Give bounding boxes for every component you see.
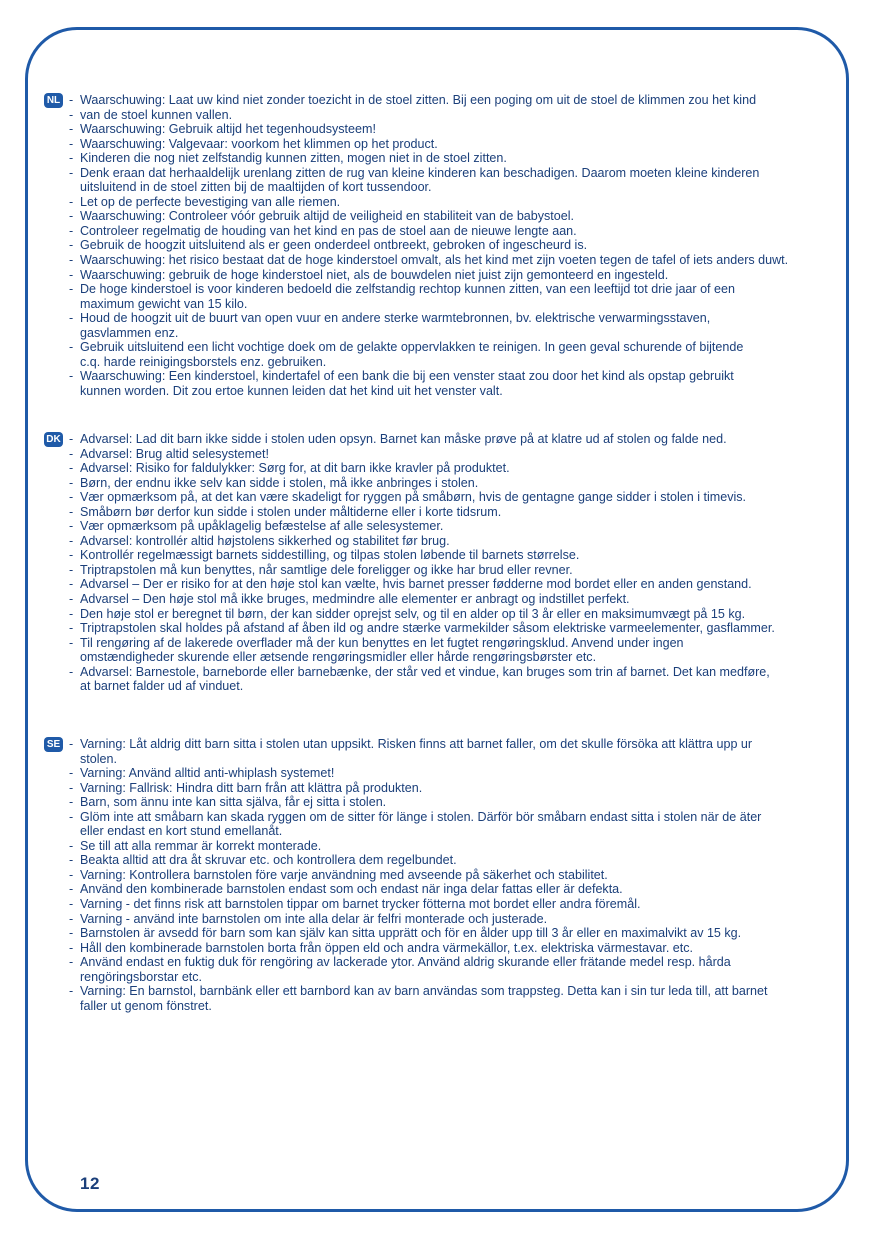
warning-text: - Barn, som ännu inte kan sitta själva, får ej sitta i stolen.: [80, 795, 387, 810]
warning-text: - Vær opmærksom på, at det kan være skadeligt for ryggen på småbørn, hvis de gentagne gange sidder i stolen i timevis.: [80, 490, 747, 505]
warning-text: - Kinderen die nog niet zelfstandig kunnen zitten, mogen niet in de stoel zitten.: [80, 151, 507, 166]
warning-item: [69, 548, 855, 563]
warning-item: [69, 984, 855, 1013]
warning-text: - Använd den kombinerade barnstolen endast som och endast när inga delar fattas eller är defekta.: [80, 882, 623, 897]
warning-text: - Småbørn bør derfor kun sidde i stolen under måltiderne eller i korte tidsrum.: [80, 504, 502, 519]
warning-item: [69, 621, 855, 636]
warning-item: [69, 461, 855, 476]
warning-text: - Houd de hoogzit uit de buurt van open vuur en andere sterke warmtebronnen, bv. elektrische verwarmingsstaven,: [80, 311, 711, 326]
warning-item: [69, 476, 855, 491]
warning-text: - Triptrapstolen skal holdes på afstand af åben ild og andre stærke varmekilder såsom elektriske varmeelementer, gasflammer.: [80, 621, 775, 636]
warning-item: [69, 810, 855, 839]
warning-item: [69, 432, 855, 447]
warning-text: - Advarsel: Risiko for faldulykker: Sørg for, at dit barn ikke kravler på produktet.: [80, 461, 510, 476]
warning-item: [69, 195, 855, 210]
warning-text: - Håll den kombinerade barnstolen borta från öppen eld och andra värmekällor, t.ex. elektriska värmestavar. etc.: [80, 940, 694, 955]
language-badge-dk: DK: [44, 432, 63, 447]
language-badge-se: SE: [44, 737, 63, 752]
warning-text: - Advarsel: kontrollér altid højstolens sikkerhed og stabilitet før brug.: [80, 533, 450, 548]
warning-item: [69, 108, 855, 123]
warning-text: - Gebruik uitsluitend een licht vochtige doek om de gelakte oppervlakken te reinigen. In geen geval schurende of bijtende: [80, 340, 744, 355]
warning-text: - van de stoel kunnen vallen.: [80, 107, 233, 122]
warning-text: - Let op de perfecte bevestiging van alle riemen.: [80, 194, 341, 209]
warning-text: faller ut genom fönstret.: [80, 998, 212, 1013]
warning-text: uitsluitend in de stoel zitten bij de maaltijden of kort tussendoor.: [80, 180, 432, 195]
warning-item: [69, 137, 855, 152]
warning-text: - Glöm inte att småbarn kan skada ryggen om de sitter för länge i stolen. Därför bör småbarn endast sitta i stolen när de äter: [80, 809, 762, 824]
warning-item: [69, 224, 855, 239]
warning-item: [69, 311, 855, 340]
warning-text: - Advarsel – Den høje stol må ikke bruges, medmindre alle elementer er anbragt og indstillet perfekt.: [80, 592, 630, 607]
warning-item: [69, 447, 855, 462]
warning-item: [69, 839, 855, 854]
warning-item: [69, 505, 855, 520]
warning-text: eller endast en kort stund emellanåt.: [80, 824, 283, 839]
warning-text: - Waarschuwing: Controleer vóór gebruik altijd de veiligheid en stabiliteit van de babystoel.: [80, 209, 575, 224]
warning-item: [69, 519, 855, 534]
warning-item: [69, 209, 855, 224]
warning-text: - Den høje stol er beregnet til børn, der kan sidder oprejst selv, og til en alder op til 3 år eller en maksimumvægt på 15 kg.: [80, 606, 746, 621]
warning-item: [69, 253, 855, 268]
warning-text: - Beakta alltid att dra åt skruvar etc. och kontrollera dem regelbundet.: [80, 853, 457, 868]
page-number: 12: [80, 1174, 100, 1193]
warning-text: stolen.: [80, 751, 117, 766]
warning-text: - Til rengøring af de lakerede overflader må der kun benyttes en let fugtet rengøringsklud. Anvend under ingen: [80, 635, 684, 650]
warning-item: [69, 563, 855, 578]
warning-item: [69, 151, 855, 166]
warning-item: [69, 268, 855, 283]
warning-item: [69, 490, 855, 505]
warning-text: - Waarschuwing: Een kinderstoel, kindertafel of een bank die bij een venster staat zou door het kind als opstap gebruikt: [80, 369, 734, 384]
warning-text: omstændigheder skurende eller ætsende rengøringsmidler eller hårde rengøringsbørster etc.: [80, 650, 597, 665]
language-badge-nl: NL: [44, 93, 63, 108]
warning-text: - Använd endast en fuktig duk för rengöring av lackerade ytor. Använd aldrig skurande eller frätande medel resp. hårda: [80, 955, 731, 970]
warning-text: - Børn, der endnu ikke selv kan sidde i stolen, må ikke anbringes i stolen.: [80, 475, 479, 490]
warning-text: - Varning: Kontrollera barnstolen före varje användning med avseende på säkerhet och stabilitet.: [80, 867, 608, 882]
warning-text: - Controleer regelmatig de houding van het kind en pas de stoel aan de nieuwe lengte aan.: [80, 223, 577, 238]
warning-list-dk: [44, 432, 855, 694]
warning-text: - Varning: Låt aldrig ditt barn sitta i stolen utan uppsikt. Risken finns att barnet faller, om det skulle försöka att klättra upp ur: [80, 737, 753, 751]
warning-text: - Barnstolen är avsedd för barn som kan själv kan sitta upprätt och för en ålder upp till 3 år eller en maximalvikt av 15 kg.: [80, 926, 742, 941]
warning-item: [69, 607, 855, 622]
warning-text: - Vær opmærksom på upåklagelig befæstelse af alle selesystemer.: [80, 519, 444, 534]
warning-item: [69, 369, 855, 398]
warning-text: - Advarsel: Barnestole, barneborde eller barnebænke, der står ved et vindue, kan bruges som trin af barnet. Det kan medføre,: [80, 664, 770, 679]
warning-text: - Waarschuwing: gebruik de hoge kinderstoel niet, als de bouwdelen niet juist zijn gemonteerd en ingesteld.: [80, 267, 669, 282]
warning-list-se: [44, 737, 855, 1013]
warning-item: [69, 868, 855, 883]
warning-item: [69, 766, 855, 781]
warning-text: - Varning: Använd alltid anti-whiplash systemet!: [80, 766, 335, 781]
warning-item: [69, 737, 855, 766]
warning-text: at barnet falder ud af vinduet.: [80, 679, 244, 694]
warning-item: [69, 926, 855, 941]
warning-text: - Kontrollér regelmæssigt barnets siddestilling, og tilpas stolen løbende til barnets størrelse.: [80, 548, 580, 563]
warning-item: [69, 166, 855, 195]
warning-text: - Varning: En barnstol, barnbänk eller ett barnbord kan av barn användas som trappsteg. Detta kan i sin tur leda till, att barnet: [80, 984, 768, 999]
section-nl: [44, 93, 855, 398]
warning-item: [69, 853, 855, 868]
warning-text: - Varning: Fallrisk: Hindra ditt barn från att klättra på produkten.: [80, 780, 423, 795]
warning-text: - Varning - det finns risk att barnstolen tippar om barnet trycker fötterna mot bordet eller andra föremål.: [80, 897, 641, 912]
warning-list-nl: [44, 93, 855, 398]
warning-text: kunnen worden. Dit zou ertoe kunnen leiden dat het kind uit het venster valt.: [80, 383, 503, 398]
warning-item: [69, 781, 855, 796]
warning-item: [69, 282, 855, 311]
warning-text: - Waarschuwing: Laat uw kind niet zonder toezicht in de stoel zitten. Bij een poging om uit de stoel de klimmen zou het kind: [80, 93, 757, 107]
warning-text: - Waarschuwing: Valgevaar: voorkom het klimmen op het product.: [80, 136, 438, 151]
warning-item: [69, 577, 855, 592]
warning-item: [69, 534, 855, 549]
warning-text: - Se till att alla remmar är korrekt monterade.: [80, 838, 322, 853]
warning-item: [69, 665, 855, 694]
warning-text: - Advarsel: Lad dit barn ikke sidde i stolen uden opsyn. Barnet kan måske prøve på at klatre ud af stolen og falde ned.: [80, 432, 727, 446]
warning-item: [69, 882, 855, 897]
warning-item: [69, 238, 855, 253]
warning-text: - Waarschuwing: Gebruik altijd het tegenhoudsysteem!: [80, 122, 376, 137]
warning-text: - Gebruik de hoogzit uitsluitend als er geen onderdeel ontbreekt, gebroken of ingescheurd is.: [80, 238, 588, 253]
section-se: [44, 737, 855, 1013]
warning-text: - Varning - använd inte barnstolen om inte alla delar är felfri monterade och justerade.: [80, 911, 548, 926]
warning-item: [69, 93, 855, 108]
warning-item: [69, 912, 855, 927]
warning-item: [69, 636, 855, 665]
warning-text: maximum gewicht van 15 kilo.: [80, 296, 248, 311]
warning-item: [69, 122, 855, 137]
section-dk: [44, 432, 855, 694]
warning-item: [69, 955, 855, 984]
warning-text: - Advarsel – Der er risiko for at den høje stol kan vælte, hvis barnet presser fødderne mod bordet eller en anden genstand.: [80, 577, 752, 592]
warning-text: c.q. harde reinigingsborstels enz. gebruiken.: [80, 354, 327, 369]
warning-item: [69, 795, 855, 810]
warning-item: [69, 897, 855, 912]
warning-text: - Advarsel: Brug altid selesystemet!: [80, 446, 269, 461]
warning-text: - Waarschuwing: het risico bestaat dat de hoge kinderstoel omvalt, als het kind met zijn voeten tegen de tafel of iets anders duwt.: [80, 253, 789, 268]
warning-text: gasvlammen enz.: [80, 325, 179, 340]
warning-text: - Denk eraan dat herhaaldelijk urenlang zitten de rug van kleine kinderen kan beschadigen. Daarom moeten kleine kinderen: [80, 165, 760, 180]
warning-text: - Triptrapstolen må kun benyttes, når samtlige dele foreligger og ikke har brud eller revner.: [80, 562, 573, 577]
warning-text: rengöringsborstar etc.: [80, 969, 203, 984]
warning-text: - De hoge kinderstoel is voor kinderen bedoeld die zelfstandig rechtop kunnen zitten, van een leeftijd tot drie jaar of een: [80, 282, 735, 297]
warning-item: [69, 941, 855, 956]
warning-item: [69, 340, 855, 369]
warning-item: [69, 592, 855, 607]
